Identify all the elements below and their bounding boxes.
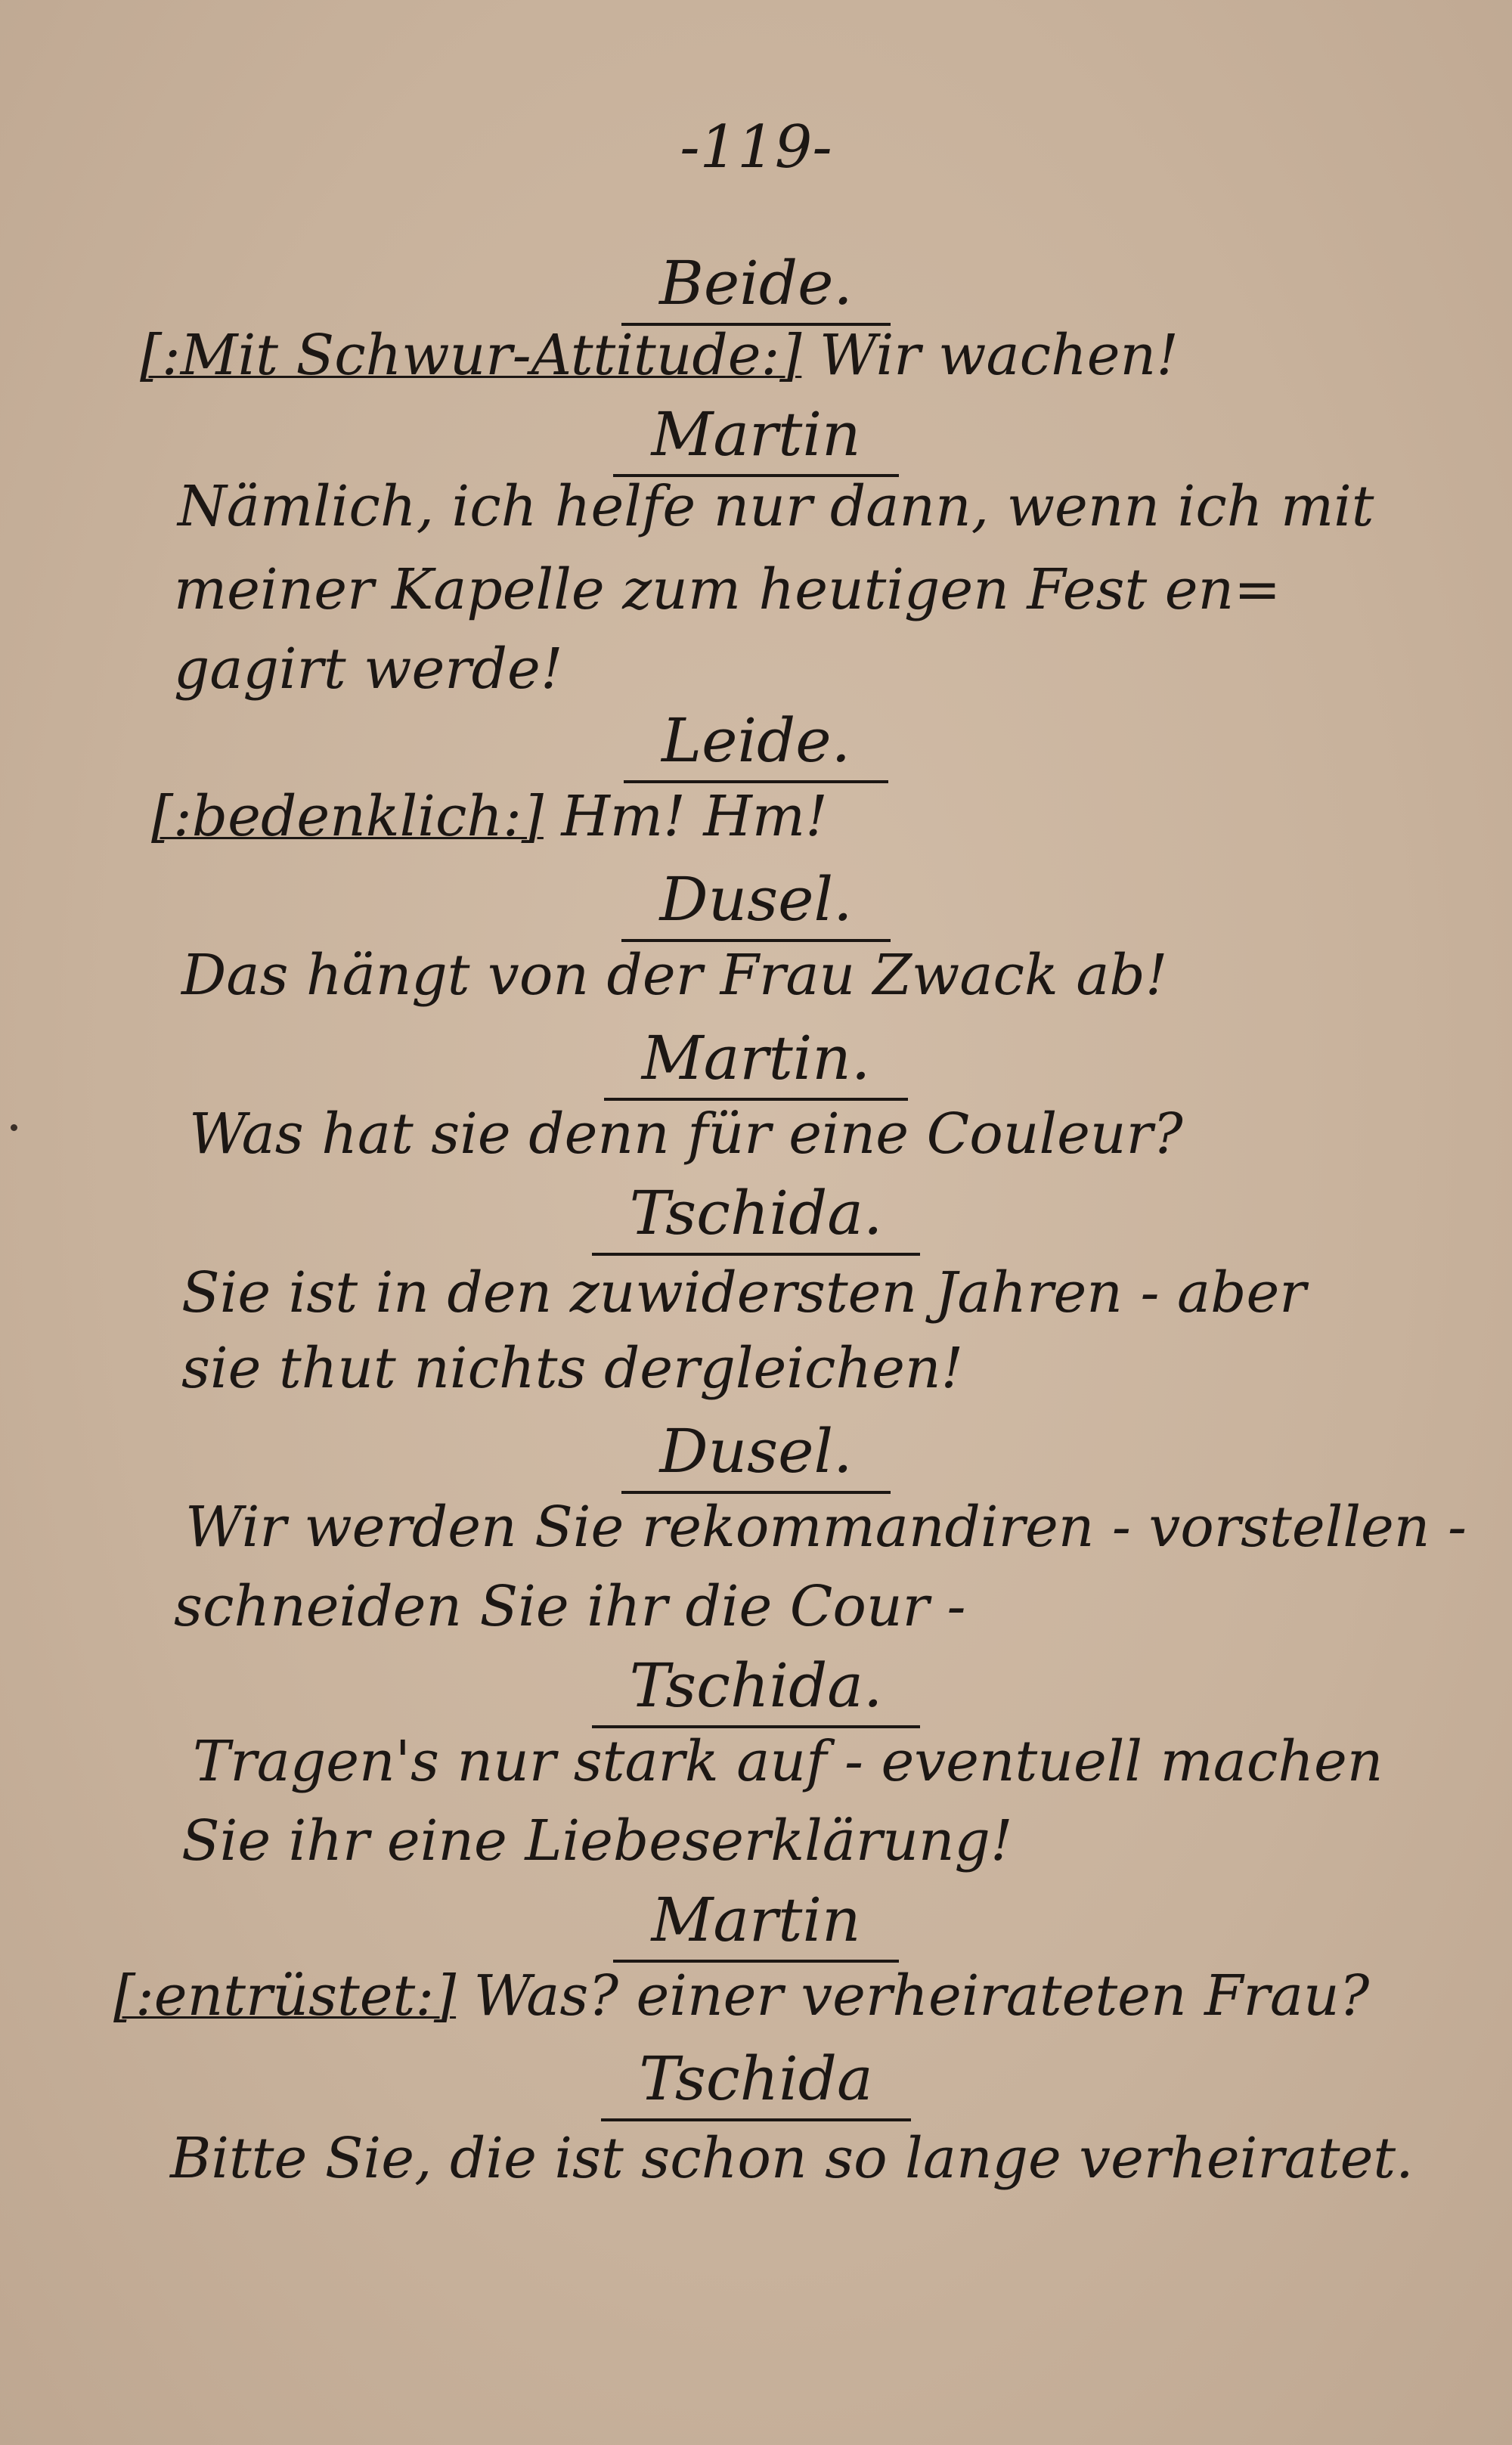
line-text: Wir wachen! <box>801 323 1179 388</box>
dialogue-line: Tragen's nur stark auf - eventuell machen <box>193 1729 1383 1794</box>
dialogue-entry <box>0 862 1512 937</box>
dialogue-entry <box>0 1414 1512 1489</box>
speaker-name: Beide. <box>0 246 1512 321</box>
dialogue-entry <box>0 703 1512 779</box>
speaker-name: Tschida. <box>0 1648 1512 1724</box>
dialogue-line <box>113 1958 1369 2034</box>
page-number: -119- <box>680 113 832 181</box>
dialogue-line: Sie ihr eine Liebeserklärung! <box>181 1808 1013 1873</box>
ink-speck <box>11 1124 17 1131</box>
dialogue-line <box>151 779 828 854</box>
dialogue-line: Sie ist in den zuwidersten Jahren - aber <box>181 1260 1306 1325</box>
dialogue-line: Das hängt von der Frau Zwack ab! <box>181 943 1168 1008</box>
dialogue-entry <box>0 397 1512 473</box>
stage-direction: [:Mit Schwur-Attitude:] <box>140 323 802 388</box>
dialogue-entry <box>0 1883 1512 1958</box>
dialogue-line: Was hat sie denn für eine Couleur? <box>189 1102 1183 1167</box>
speaker-name: Martin <box>0 1883 1512 1958</box>
line-text: Hm! Hm! <box>543 784 828 849</box>
line-text: Was? einer verheirateten Frau? <box>456 1963 1370 2028</box>
dialogue-line <box>140 318 1179 393</box>
dialogue-line: Nämlich, ich helfe nur dann, wenn ich mit <box>178 474 1374 539</box>
speaker-name: Dusel. <box>0 1414 1512 1489</box>
speaker-name: Tschida. <box>0 1176 1512 1251</box>
dialogue-entry <box>0 1176 1512 1251</box>
speaker-name: Martin. <box>0 1021 1512 1096</box>
speaker-name: Dusel. <box>0 862 1512 937</box>
stage-direction: [:bedenklich:] <box>151 784 544 849</box>
dialogue-line: meiner Kapelle zum heutigen Fest en= <box>174 557 1281 622</box>
speaker-name: Tschida <box>0 2041 1512 2117</box>
dialogue-entry <box>0 246 1512 321</box>
dialogue-line: gagirt werde! <box>174 637 563 702</box>
dialogue-line: sie thut nichts dergleichen! <box>181 1336 964 1401</box>
stage-direction: [:entrüstet:] <box>113 1963 457 2028</box>
dialogue-line: Bitte Sie, die ist schon so lange verheiratet. <box>170 2126 1414 2191</box>
speaker-name: Martin <box>0 397 1512 473</box>
dialogue-entry <box>0 1648 1512 1724</box>
dialogue-entry <box>0 1021 1512 1096</box>
dialogue-line: Wir werden Sie rekommandiren - vorstellen - <box>185 1495 1467 1560</box>
dialogue-line: schneiden Sie ihr die Cour - <box>174 1574 966 1639</box>
speaker-name: Leide. <box>0 703 1512 779</box>
dialogue-entry <box>0 2041 1512 2117</box>
